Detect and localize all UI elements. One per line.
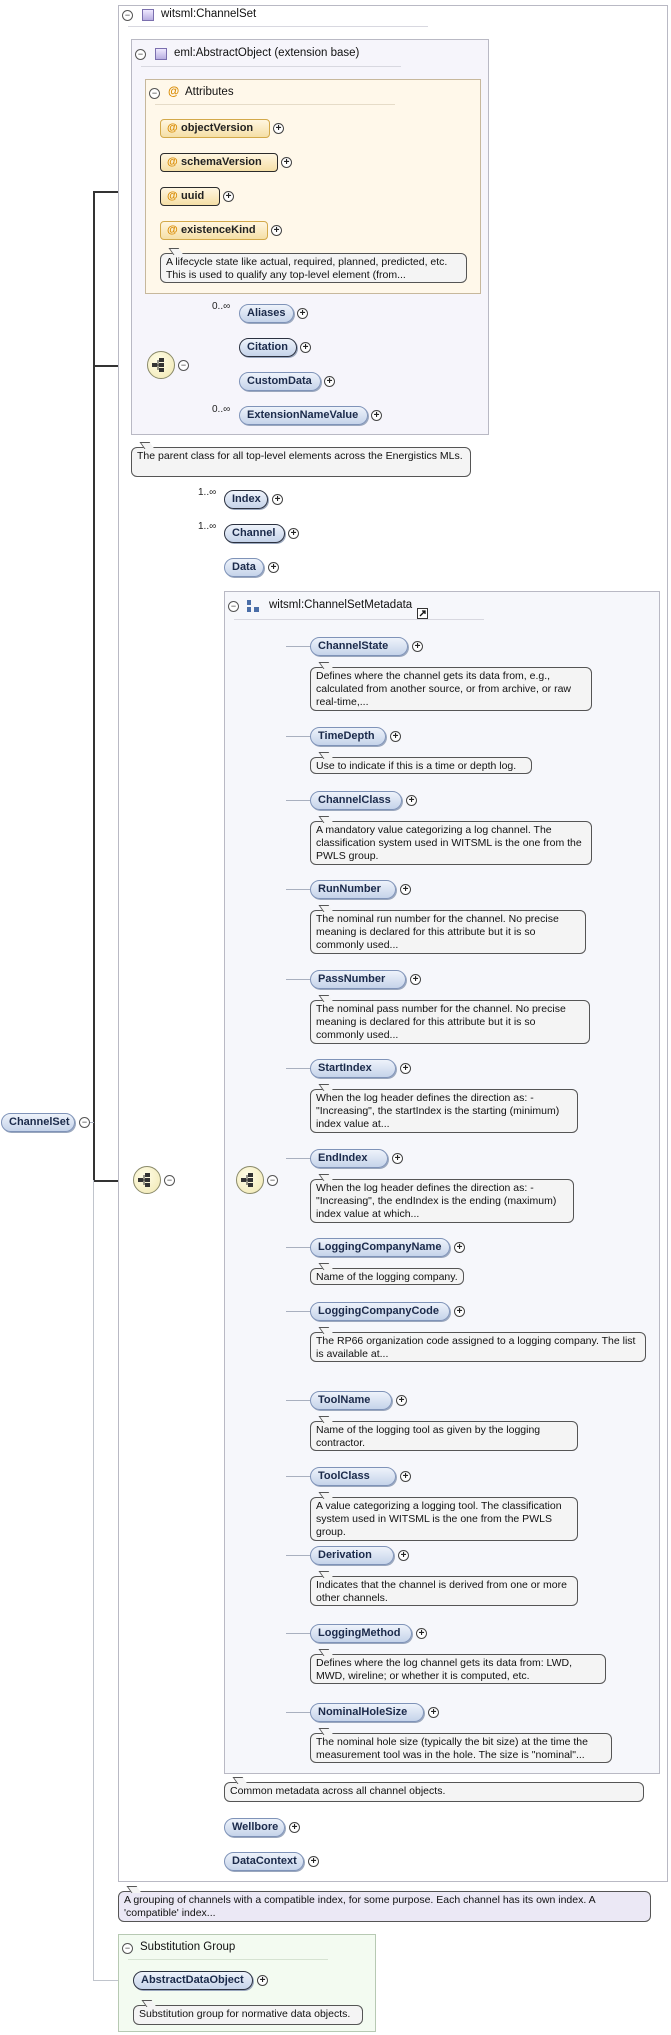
metadata-branch-line <box>286 1555 310 1556</box>
channel-expand-icon[interactable]: + <box>288 528 299 539</box>
metadata-title-underline <box>234 619 484 620</box>
root-trunk <box>93 191 95 1181</box>
element-customdata[interactable]: CustomData <box>239 372 321 391</box>
element-note: Defines where the log channel gets its data from: LWD, MWD, wireline; or whether it is computed, etc. <box>310 1654 606 1684</box>
substitution-collapse-icon[interactable]: − <box>122 1943 133 1954</box>
element-note: Name of the logging tool as given by the logging contractor. <box>310 1421 578 1451</box>
expand-icon[interactable]: + <box>454 1242 465 1253</box>
element-extensionnamevalue[interactable]: ExtensionNameValue <box>239 406 368 425</box>
expand-icon[interactable]: + <box>392 1153 403 1164</box>
abstract-object-title: eml:AbstractObject (extension base) <box>174 47 360 59</box>
element-startindex[interactable]: StartIndex <box>310 1059 396 1078</box>
attr-objectversion[interactable] <box>160 119 270 138</box>
sequence-compositor-icon[interactable] <box>147 351 175 379</box>
element-note: A value categorizing a logging tool. The classification system used in WITSML is the one from the PWLS group. <box>310 1497 578 1541</box>
group-icon <box>246 599 260 613</box>
attr-at-icon: @ <box>167 156 178 168</box>
metadata-branch-line <box>286 1633 310 1634</box>
element-channelstate[interactable]: ChannelState <box>310 637 408 656</box>
attributes-collapse-icon[interactable]: − <box>149 88 160 99</box>
index-cardinality: 1..∞ <box>198 487 217 498</box>
expand-icon[interactable]: + <box>410 974 421 985</box>
element-toolclass[interactable]: ToolClass <box>310 1467 396 1486</box>
element-loggingcompanycode[interactable]: LoggingCompanyCode <box>310 1302 450 1321</box>
sequence-collapse-icon[interactable]: − <box>178 360 189 371</box>
element-note: Defines where the channel gets its data from, e.g., calculated from another source, or from archive, or raw real-time,... <box>310 667 592 711</box>
element-aliases[interactable]: Aliases <box>239 304 294 323</box>
expand-icon[interactable]: + <box>400 1471 411 1482</box>
element-note: The nominal run number for the channel. No precise meaning is declared for this attribute but it is so commonly used... <box>310 910 586 954</box>
sequence-icon <box>240 1170 260 1190</box>
aliases-cardinality: 0..∞ <box>212 301 231 312</box>
attr-existencekind-expand-icon[interactable]: + <box>271 225 282 236</box>
attributes-title: Attributes <box>185 86 234 98</box>
attr-uuid-expand-icon[interactable]: + <box>223 191 234 202</box>
channelset-type-collapse-icon[interactable]: − <box>122 10 133 21</box>
expand-icon[interactable]: + <box>400 884 411 895</box>
abstractdataobject-expand-icon[interactable]: + <box>257 1975 268 1986</box>
element-note: The nominal pass number for the channel. No precise meaning is declared for this attribute but it is so commonly used... <box>310 1000 590 1044</box>
element-nominalholesize[interactable]: NominalHoleSize <box>310 1703 424 1722</box>
attributes-underline <box>155 104 395 105</box>
sequence-icon <box>151 355 171 375</box>
abstract-object-collapse-icon[interactable]: − <box>135 49 146 60</box>
element-abstractdataobject[interactable]: AbstractDataObject <box>133 1971 253 1990</box>
attr-at-icon: @ <box>167 224 178 236</box>
attr-label: objectVersion <box>181 122 254 134</box>
wellbore-expand-icon[interactable]: + <box>289 1822 300 1833</box>
link-arrow-icon[interactable] <box>417 608 428 619</box>
element-note: Indicates that the channel is derived from one or more other channels. <box>310 1576 578 1606</box>
complex-type-icon <box>142 9 154 21</box>
expand-icon[interactable]: + <box>390 731 401 742</box>
element-note: The nominal hole size (typically the bit size) at the time the measurement tool was in the hole. The size is "nominal"... <box>310 1733 612 1763</box>
metadata-branch-line <box>286 1311 310 1312</box>
expand-icon[interactable]: + <box>398 1550 409 1561</box>
substitution-note: Substitution group for normative data objects. <box>133 2005 363 2025</box>
metadata-branch-line <box>286 1158 310 1159</box>
metadata-branch-line <box>286 979 310 980</box>
substitution-underline <box>128 1959 328 1960</box>
attr-existencekind[interactable] <box>160 221 268 240</box>
aliases-expand-icon[interactable]: + <box>297 308 308 319</box>
metadata-note: Common metadata across all channel objects. <box>224 1782 644 1802</box>
extension-cardinality: 0..∞ <box>212 404 231 415</box>
expand-icon[interactable]: + <box>396 1395 407 1406</box>
root-subst-line <box>93 1180 94 1980</box>
attr-label: existenceKind <box>181 224 256 236</box>
existencekind-note: A lifecycle state like actual, required, planned, predicted, etc. This is used to qualify any top-level element (from... <box>160 253 467 283</box>
metadata-branch-line <box>286 646 310 647</box>
root-collapse-icon[interactable]: − <box>79 1117 90 1128</box>
element-runnumber[interactable]: RunNumber <box>310 880 396 899</box>
expand-icon[interactable]: + <box>454 1306 465 1317</box>
data-expand-icon[interactable]: + <box>268 562 279 573</box>
expand-icon[interactable]: + <box>400 1063 411 1074</box>
metadata-branch-line <box>286 889 310 890</box>
element-datacontext[interactable]: DataContext <box>224 1852 304 1871</box>
element-note: When the log header defines the direction as: - "Increasing", the startIndex is the starting (minimum) index value at... <box>310 1089 578 1133</box>
element-channelclass[interactable]: ChannelClass <box>310 791 402 810</box>
element-index[interactable]: Index <box>224 490 268 509</box>
substitution-title: Substitution Group <box>140 1941 236 1953</box>
sequence-compositor-icon-3[interactable] <box>236 1166 264 1194</box>
sequence-icon <box>137 1170 157 1190</box>
element-loggingcompanyname[interactable]: LoggingCompanyName <box>310 1238 450 1257</box>
customdata-expand-icon[interactable]: + <box>324 376 335 387</box>
element-data[interactable]: Data <box>224 558 264 577</box>
attributes-at-icon: @ <box>168 86 180 98</box>
abstract-object-note: The parent class for all top-level elements across the Energistics MLs. <box>131 447 471 477</box>
attr-schemaversion[interactable] <box>160 153 278 172</box>
element-wellbore[interactable]: Wellbore <box>224 1818 285 1837</box>
expand-icon[interactable]: + <box>428 1707 439 1718</box>
channelset-title-underline <box>128 26 428 27</box>
citation-expand-icon[interactable]: + <box>300 342 311 353</box>
sequence-collapse-icon-3[interactable]: − <box>267 1175 278 1186</box>
metadata-collapse-icon[interactable]: − <box>228 601 239 612</box>
attr-uuid[interactable] <box>160 187 220 206</box>
metadata-title: witsml:ChannelSetMetadata <box>269 599 413 611</box>
attr-at-icon: @ <box>167 122 178 134</box>
metadata-branch-line <box>286 1476 310 1477</box>
channel-cardinality: 1..∞ <box>198 521 217 532</box>
element-citation[interactable]: Citation <box>239 338 297 357</box>
channelset-type-title: witsml:ChannelSet <box>161 8 257 20</box>
element-note: A mandatory value categorizing a log channel. The classification system used in WITSML is the one from the PWLS group. <box>310 821 592 865</box>
sequence-collapse-icon-2[interactable]: − <box>164 1175 175 1186</box>
attr-label: uuid <box>181 190 205 202</box>
channelset-note: A grouping of channels with a compatible index, for some purpose. Each channel has its own index. A 'compatible' index... <box>118 1891 651 1922</box>
element-note: When the log header defines the direction as: - "Increasing", the endIndex is the ending (maximum) index value at which... <box>310 1179 574 1223</box>
attr-label: schemaVersion <box>181 156 262 168</box>
metadata-branch-line <box>286 1068 310 1069</box>
attr-at-icon: @ <box>167 190 178 202</box>
expand-icon[interactable]: + <box>412 641 423 652</box>
element-timedepth[interactable]: TimeDepth <box>310 727 386 746</box>
abstract-type-icon <box>155 48 167 60</box>
index-expand-icon[interactable]: + <box>272 494 283 505</box>
attr-schemaversion-expand-icon[interactable]: + <box>281 157 292 168</box>
element-loggingmethod[interactable]: LoggingMethod <box>310 1624 412 1643</box>
metadata-branch-line <box>286 1400 310 1401</box>
sequence-compositor-icon-2[interactable] <box>133 1166 161 1194</box>
element-note: Use to indicate if this is a time or depth log. <box>310 757 532 774</box>
datacontext-expand-icon[interactable]: + <box>308 1856 319 1867</box>
element-derivation[interactable]: Derivation <box>310 1546 394 1565</box>
element-toolname[interactable]: ToolName <box>310 1391 392 1410</box>
element-passnumber[interactable]: PassNumber <box>310 970 406 989</box>
element-endindex[interactable]: EndIndex <box>310 1149 388 1168</box>
root-element-channelset[interactable]: ChannelSet <box>1 1113 75 1132</box>
element-note: Name of the logging company. <box>310 1268 464 1285</box>
element-note: The RP66 organization code assigned to a logging company. The list is available at... <box>310 1332 646 1362</box>
metadata-branch-line <box>286 1712 310 1713</box>
attr-objectversion-expand-icon[interactable]: + <box>273 123 284 134</box>
abstract-title-underline <box>141 66 401 67</box>
extension-expand-icon[interactable]: + <box>371 410 382 421</box>
expand-icon[interactable]: + <box>416 1628 427 1639</box>
expand-icon[interactable]: + <box>406 795 417 806</box>
element-channel[interactable]: Channel <box>224 524 285 543</box>
metadata-branch-line <box>286 1247 310 1248</box>
metadata-branch-line <box>286 736 310 737</box>
metadata-branch-line <box>286 800 310 801</box>
